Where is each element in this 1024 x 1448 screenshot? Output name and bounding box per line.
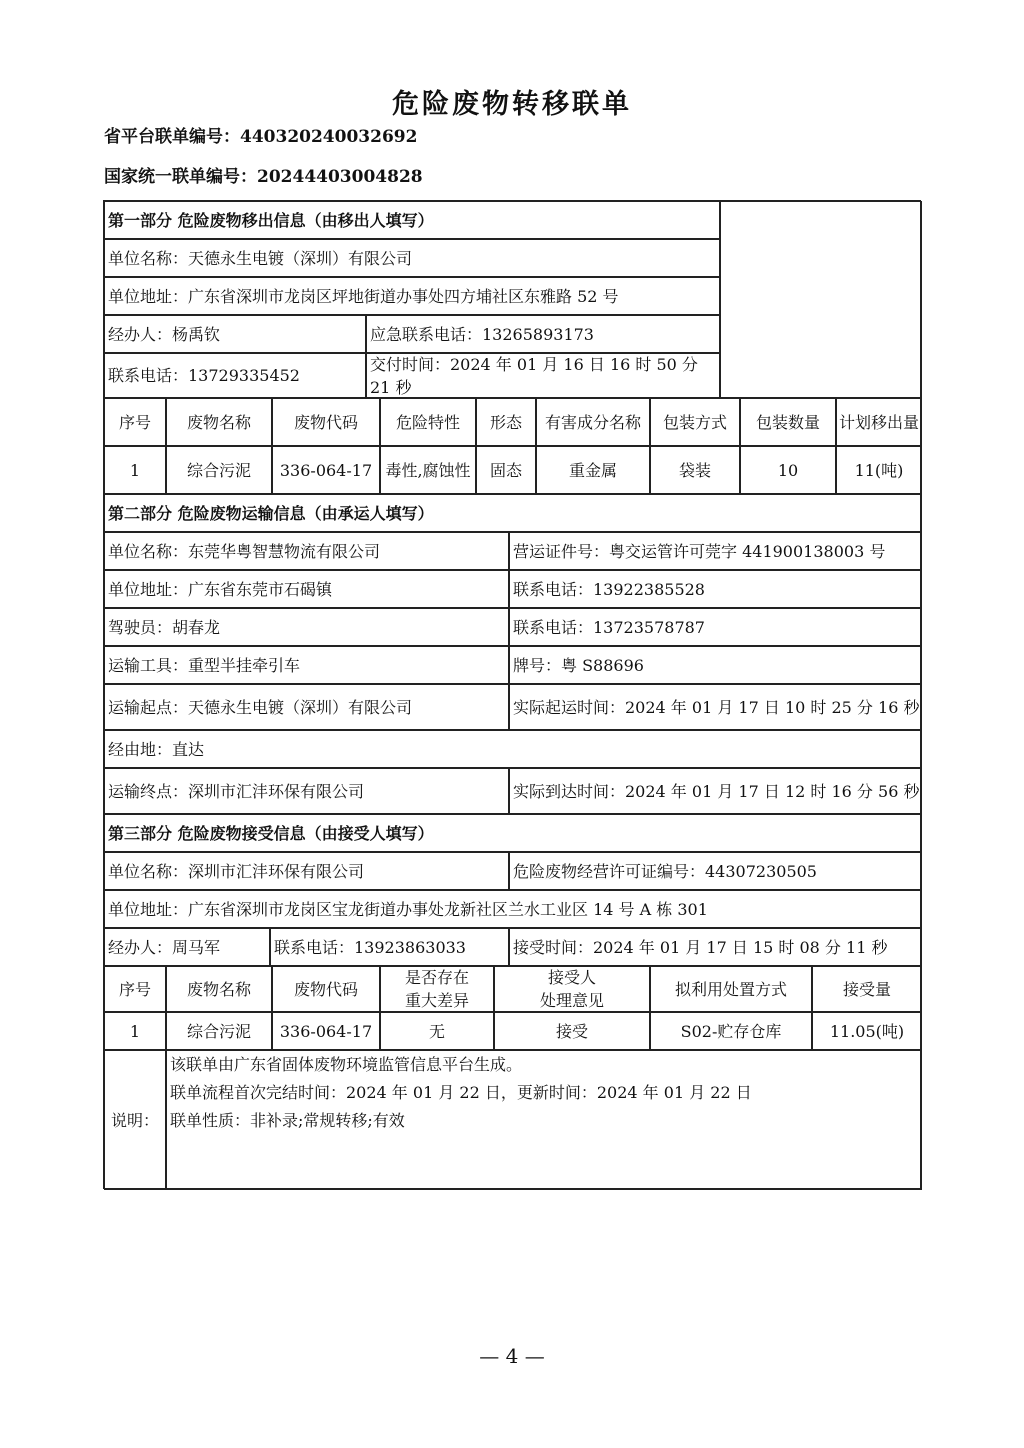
part2-phone1: 联系电话：13922385528 (509, 570, 922, 608)
p3-row-code: 336-064-17 (272, 1012, 380, 1050)
p1-row-planned-qty: 11(吨) (836, 446, 922, 494)
p1-row-package: 袋装 (650, 446, 740, 494)
p1-row-code: 336-064-17 (272, 446, 380, 494)
part3-header: 第三部分 危险废物接受信息（由接受人填写） (104, 814, 922, 852)
note-line: 联单性质：非补录;常规转移;有效 (170, 1111, 405, 1130)
part2-header: 第二部分 危险废物运输信息（由承运人填写） (104, 494, 922, 532)
part2-vehicle: 运输工具：重型半挂牵引车 (104, 646, 509, 684)
part2-via: 经由地：直达 (104, 730, 922, 768)
p3-col-disposal: 拟利用处置方式 (650, 966, 812, 1012)
part2-license: 营运证件号：粤交运管许可莞字 441900138003 号 (509, 532, 922, 570)
notes-content (166, 1050, 922, 1190)
p1-col-form: 形态 (476, 398, 536, 446)
national-number: 国家统一联单编号：20244403004828 (104, 167, 423, 187)
p1-col-package-qty: 包装数量 (740, 398, 836, 446)
part1-contact-phone: 联系电话：13729335452 (104, 353, 366, 398)
page-number: — 4 — (479, 1344, 545, 1368)
p3-col-name: 废物名称 (166, 966, 272, 1012)
p3-row-difference: 无 (380, 1012, 494, 1050)
p3-row-disposal: S02-贮存仓库 (650, 1012, 812, 1050)
part3-address: 单位地址：广东省深圳市龙岗区宝龙街道办事处龙新社区兰水工业区 14 号 A 栋 301 (104, 890, 922, 928)
p3-col-code: 废物代码 (272, 966, 380, 1012)
part2-origin: 运输起点：天德永生电镀（深圳）有限公司 (104, 684, 509, 730)
part2-unit-name: 单位名称：东莞华粤智慧物流有限公司 (104, 532, 509, 570)
part2-driver: 驾驶员：胡春龙 (104, 608, 509, 646)
notes-label: 说明： (104, 1050, 166, 1190)
part1-unit-name: 单位名称：天德永生电镀（深圳）有限公司 (104, 239, 720, 277)
p3-row-name: 综合污泥 (166, 1012, 272, 1050)
p1-row-name: 综合污泥 (166, 446, 272, 494)
p3-col-difference: 是否存在 重大差异 (380, 966, 494, 1012)
part3-permit: 危险废物经营许可证编号：44307230505 (509, 852, 922, 890)
p3-row-received-qty: 11.05(吨) (812, 1012, 922, 1050)
part1-address: 单位地址：广东省深圳市龙岗区坪地街道办事处四方埔社区东雅路 52 号 (104, 277, 720, 315)
part3-receive-time: 接受时间：2024 年 01 月 17 日 15 时 08 分 11 秒 (509, 928, 922, 966)
p1-row-hazard: 毒性,腐蚀性 (380, 446, 476, 494)
document-title: 危险废物转移联单 (392, 89, 632, 120)
part1-delivery-time: 交付时间：2024 年 01 月 16 日 16 时 50 分 21 秒 (366, 353, 720, 398)
part3-unit-name: 单位名称：深圳市汇沣环保有限公司 (104, 852, 509, 890)
note-line: 该联单由广东省固体废物环境监管信息平台生成。 (170, 1055, 523, 1074)
p1-col-planned-qty: 计划移出量 (836, 398, 922, 446)
part2-arrive-time: 实际到达时间：2024 年 01 月 17 日 12 时 16 分 56 秒 (509, 768, 922, 814)
part1-emergency-phone: 应急联系电话：13265893173 (366, 315, 720, 353)
p1-col-hazard: 危险特性 (380, 398, 476, 446)
p1-col-code: 废物代码 (272, 398, 380, 446)
p1-col-name: 废物名称 (166, 398, 272, 446)
part2-plate: 牌号：粤 S88696 (509, 646, 922, 684)
part2-phone2: 联系电话：13723578787 (509, 608, 922, 646)
provincial-number: 省平台联单编号：440320240032692 (104, 127, 418, 147)
p1-col-package: 包装方式 (650, 398, 740, 446)
p1-col-component: 有害成分名称 (536, 398, 650, 446)
p3-row-opinion: 接受 (494, 1012, 650, 1050)
part1-header: 第一部分 危险废物移出信息（由移出人填写） (104, 201, 720, 239)
part2-destination: 运输终点：深圳市汇沣环保有限公司 (104, 768, 509, 814)
p1-row-index: 1 (104, 446, 166, 494)
p1-row-component: 重金属 (536, 446, 650, 494)
p1-col-index: 序号 (104, 398, 166, 446)
p1-row-form: 固态 (476, 446, 536, 494)
p3-col-index: 序号 (104, 966, 166, 1012)
p3-row-index: 1 (104, 1012, 166, 1050)
transfer-form (103, 200, 921, 1189)
part1-handler: 经办人：杨禹钦 (104, 315, 366, 353)
p3-col-opinion: 接受人 处理意见 (494, 966, 650, 1012)
note-line: 联单流程首次完结时间：2024 年 01 月 22 日，更新时间：2024 年 01 月 22 日 (170, 1083, 752, 1102)
part2-depart-time: 实际起运时间：2024 年 01 月 17 日 10 时 25 分 16 秒 (509, 684, 922, 730)
part3-phone: 联系电话：13923863033 (270, 928, 509, 966)
p3-col-received-qty: 接受量 (812, 966, 922, 1012)
p1-row-package-qty: 10 (740, 446, 836, 494)
part2-address: 单位地址：广东省东莞市石碣镇 (104, 570, 509, 608)
part3-handler: 经办人：周马军 (104, 928, 270, 966)
qr-code-area (720, 201, 922, 398)
